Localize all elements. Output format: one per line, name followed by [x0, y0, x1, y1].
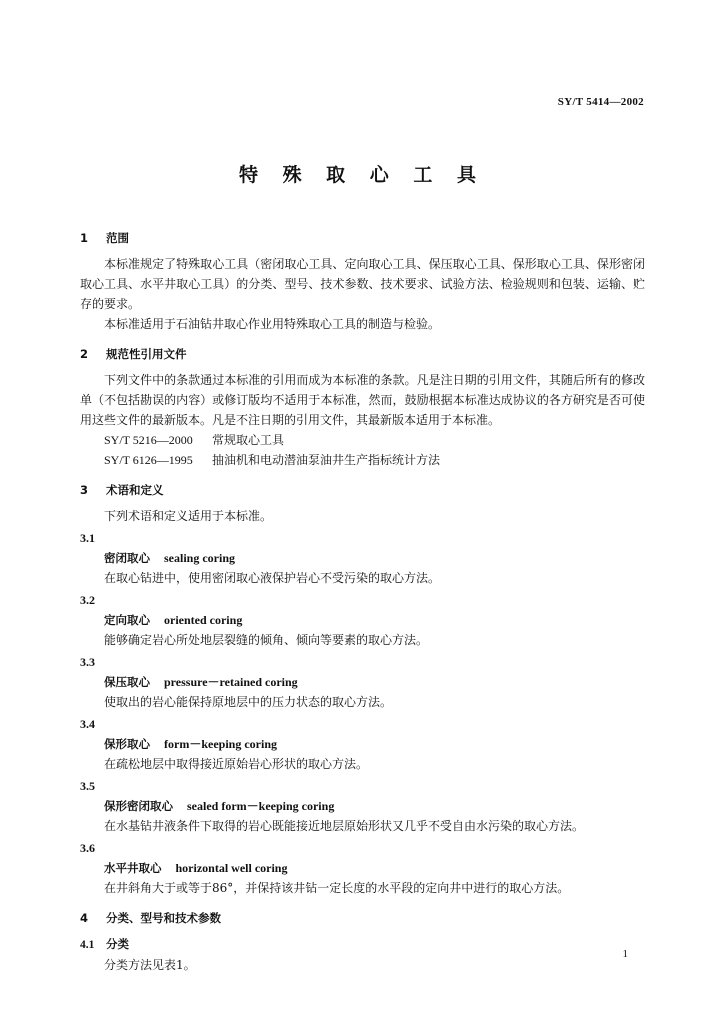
scope-paragraph: 本标准规定了特殊取心工具（密闭取心工具、定向取心工具、保压取心工具、保形取心工具、保形密闭取心工具、水平井取心工具）的分类、型号、技术参数、技术要求、试验方法、检验规则和包装、运输、贮存的要求。 [80, 257, 645, 311]
section-number: 3 [80, 483, 89, 497]
term-definition: 在取心钻进中，使用密闭取心液保护岩心不受污染的取心方法。 [104, 571, 441, 585]
reference-code: SY/T 5216—2000 [104, 433, 193, 447]
terms-intro: 下列术语和定义适用于本标准。 [104, 509, 273, 523]
document-title: 特 殊 取 心 工 具 [238, 164, 486, 186]
term-name-en: form－keeping coring [164, 737, 277, 751]
term-name-cn: 密闭取心 [104, 551, 150, 565]
term-number: 3.1 [80, 531, 95, 545]
reference-title: 常规取心工具 [212, 433, 285, 447]
term-name-cn: 保压取心 [104, 675, 150, 689]
page-number: 1 [622, 948, 628, 960]
document-body [80, 228, 645, 975]
term-number: 3.5 [80, 779, 95, 793]
term-number: 3.6 [80, 841, 95, 855]
term-name-cn: 定向取心 [104, 613, 150, 627]
term-name-en: pressure－retained coring [164, 675, 298, 689]
section-number: 2 [80, 347, 89, 361]
scope-applicability: 本标准适用于石油钻井取心作业用特殊取心工具的制造与检验。 [104, 317, 441, 331]
term-definition: 在井斜角大于或等于86°，并保持该井钻一定长度的水平段的定向井中进行的取心方法。 [104, 881, 570, 895]
section-number: 4 [80, 911, 89, 925]
reference-title: 抽油机和电动潜油泵油井生产指标统计方法 [212, 453, 441, 467]
section-title: 范围 [106, 231, 129, 245]
term-name-cn: 保形取心 [104, 737, 150, 751]
section-4-heading [80, 908, 645, 928]
term-definition: 能够确定岩心所处地层裂缝的倾角、倾向等要素的取心方法。 [104, 633, 429, 647]
reference-code: SY/T 6126—1995 [104, 453, 193, 467]
term-name [80, 796, 645, 816]
term-number: 3.2 [80, 593, 95, 607]
section-3-heading [80, 480, 645, 500]
term-name-en: sealing coring [164, 551, 235, 565]
section-1-heading [80, 228, 645, 248]
subsection-number: 4.1 [80, 939, 95, 951]
classification-paragraph: 分类方法见表1。 [104, 958, 196, 972]
term-name [80, 858, 645, 878]
term-name-en: sealed form－keeping coring [187, 799, 335, 813]
term-name [80, 734, 645, 754]
reference-item [80, 450, 645, 470]
term-name-en: oriented coring [164, 613, 243, 627]
term-definition: 在疏松地层中取得接近原始岩心形状的取心方法。 [104, 757, 369, 771]
section-title: 规范性引用文件 [106, 347, 187, 361]
section-2-heading [80, 344, 645, 364]
term-number: 3.3 [80, 655, 95, 669]
term-name-cn: 保形密闭取心 [104, 799, 173, 813]
term-name-en: horizontal well coring [175, 861, 288, 875]
section-number: 1 [80, 231, 89, 245]
normative-references-paragraph: 下列文件中的条款通过本标准的引用而成为本标准的条款。凡是注日期的引用文件，其随后所有的修改单（不包括勘误的内容）或修订版均不适用于本标准，然而，鼓励根据本标准达成协议的各方研究是否可使用这些文件的最新版本。凡是不注日期的引用文件，其最新版本适用于本标准。 [80, 373, 645, 427]
standard-number: SY/T 5414—2002 [557, 96, 644, 108]
term-definition: 在水基钻井液条件下取得的岩心既能接近地层原始形状又几乎不受自由水污染的取心方法。 [104, 819, 585, 833]
subsection-4-1-heading [80, 934, 645, 955]
term-number: 3.4 [80, 717, 95, 731]
subsection-title: 分类 [106, 937, 129, 951]
term-definition: 使取出的岩心能保持原地层中的压力状态的取心方法。 [104, 695, 393, 709]
term-name [80, 548, 645, 568]
term-name [80, 672, 645, 692]
reference-item [80, 430, 645, 450]
term-name-cn: 水平井取心 [104, 861, 162, 875]
section-title: 术语和定义 [106, 483, 164, 497]
section-title: 分类、型号和技术参数 [106, 911, 221, 925]
term-name [80, 610, 645, 630]
